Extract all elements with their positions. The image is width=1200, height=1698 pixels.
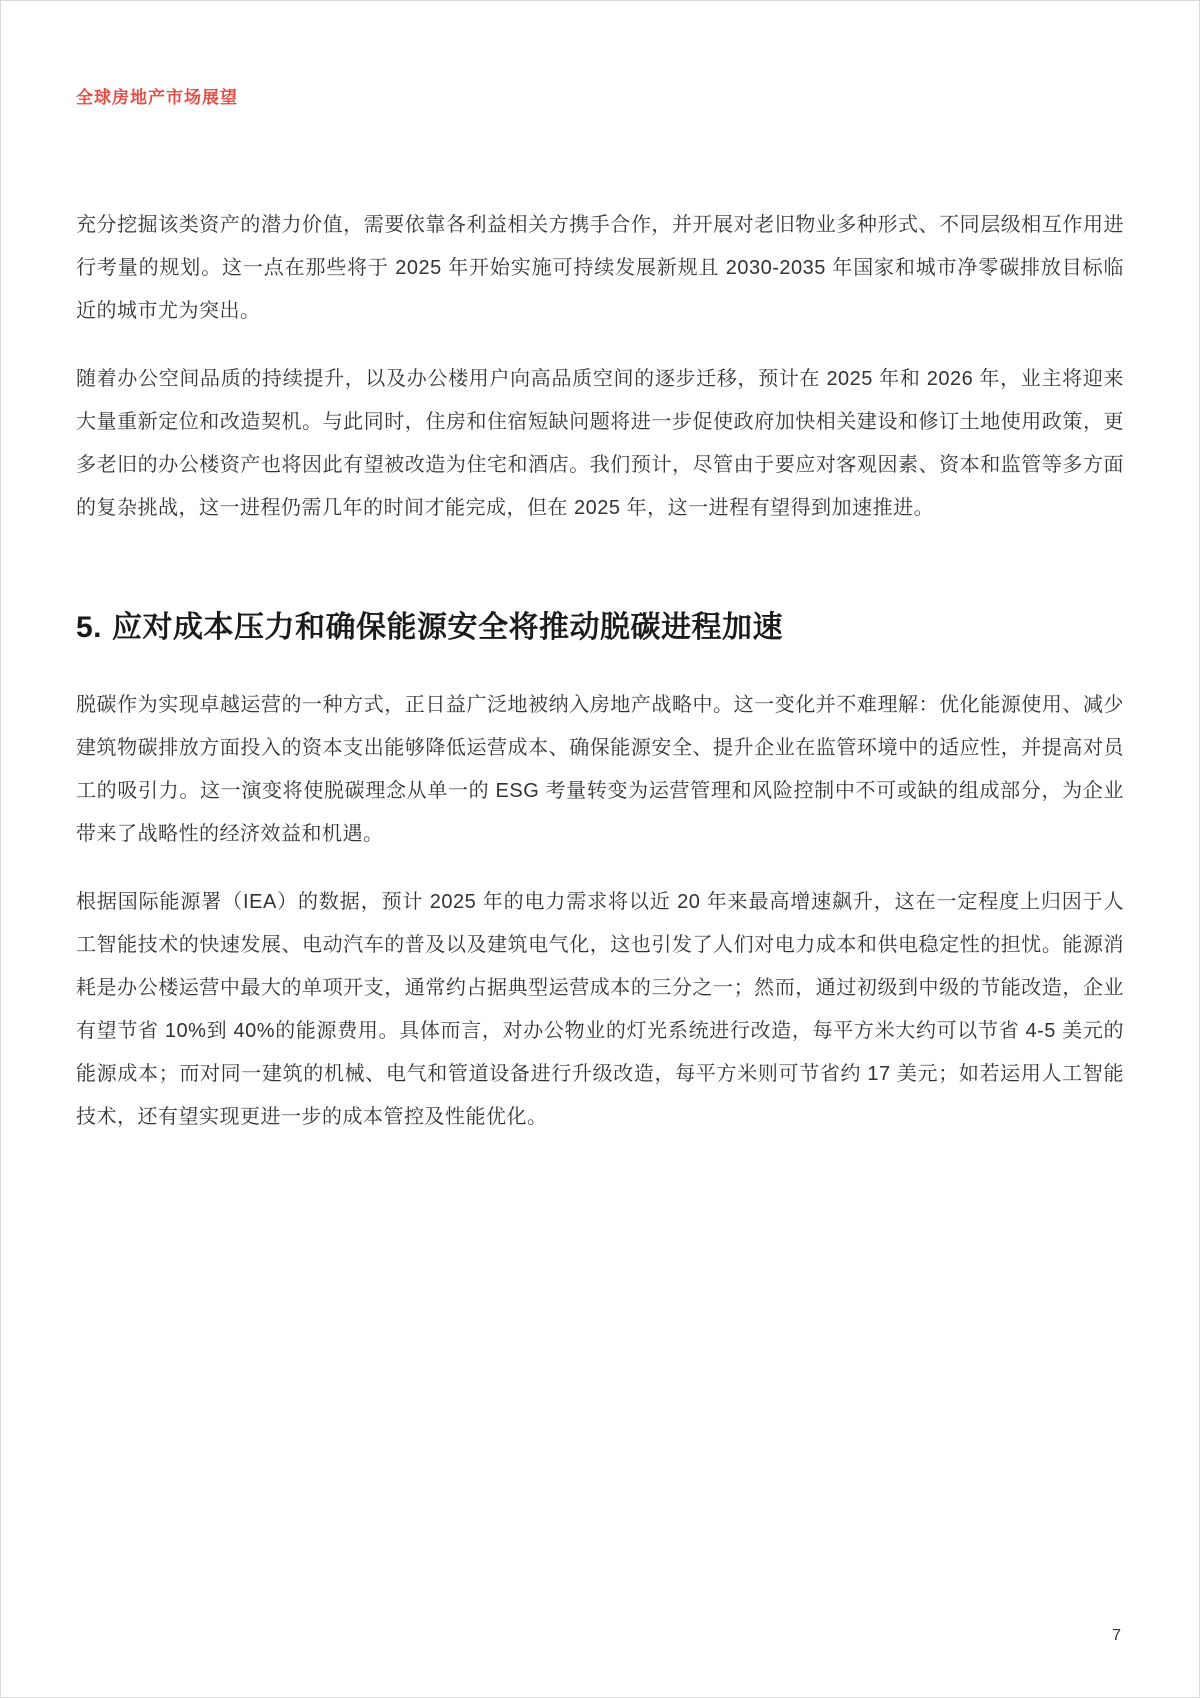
paragraph-office-repositioning: 随着办公空间品质的持续提升，以及办公楼用户向高品质空间的逐步迁移，预计在 2025 年和 2026 年，业主将迎来大量重新定位和改造契机。与此同时，住房和住宿短缺问题将进一步促使政府加快相关建设和修订土地使用政策，更多老旧的办公楼资产也将因此有望被改造为住宅和酒店。我们预计，尽管由于要应对客观因素、资本和监管等多方面的复杂挑战，这一进程仍需几年的时间才能完成，但在 2025 年，这一进程有望得到加速推进。 [76,368,1124,519]
page-number: 7 [1112,1627,1121,1644]
section-title: 应对成本压力和确保能源安全将推动脱碳进程加速 [112,611,784,644]
paragraph-iea-energy-data: 根据国际能源署（IEA）的数据，预计 2025 年的电力需求将以近 20 年来最高增速飙升，这在一定程度上归因于人工智能技术的快速发展、电动汽车的普及以及建筑电气化，这也引发了人们对电力成本和供电稳定性的担忧。能源消耗是办公楼运营中最大的单项开支，通常约占据典型运营成本的三分之一；然而，通过初级到中级的节能改造，企业有望节省 10%到 40%的能源费用。具体而言，对办公物业的灯光系统进行改造，每平方米大约可以节省 4-5 美元的能源成本；而对同一建筑的机械、电气和管道设备进行升级改造，每平方米则可节省约 17 美元；如若运用人工智能技术，还有望实现更进一步的成本管控及性能优化。 [76,891,1124,1128]
section-number: 5. [76,611,103,644]
document-header-title: 全球房地产市场展望 [76,88,238,107]
paragraph-decarbonization-strategy: 脱碳作为实现卓越运营的一种方式，正日益广泛地被纳入房地产战略中。这一变化并不难理解：优化能源使用、减少建筑物碳排放方面投入的资本支出能够降低运营成本、确保能源安全、提升企业在监管环境中的适应性，并提高对员工的吸引力。这一演变将使脱碳理念从单一的 ESG 考量转变为运营管理和风险控制中不可或缺的组成部分，为企业带来了战略性的经济效益和机遇。 [76,694,1124,845]
section-heading [76,602,1124,646]
document-body [76,204,1124,1139]
paragraph-asset-potential: 充分挖掘该类资产的潜力价值，需要依靠各利益相关方携手合作，并开展对老旧物业多种形式、不同层级相互作用进行考量的规划。这一点在那些将于 2025 年开始实施可持续发展新规且 2030-2035 年国家和城市净零碳排放目标临近的城市尤为突出。 [76,214,1124,322]
